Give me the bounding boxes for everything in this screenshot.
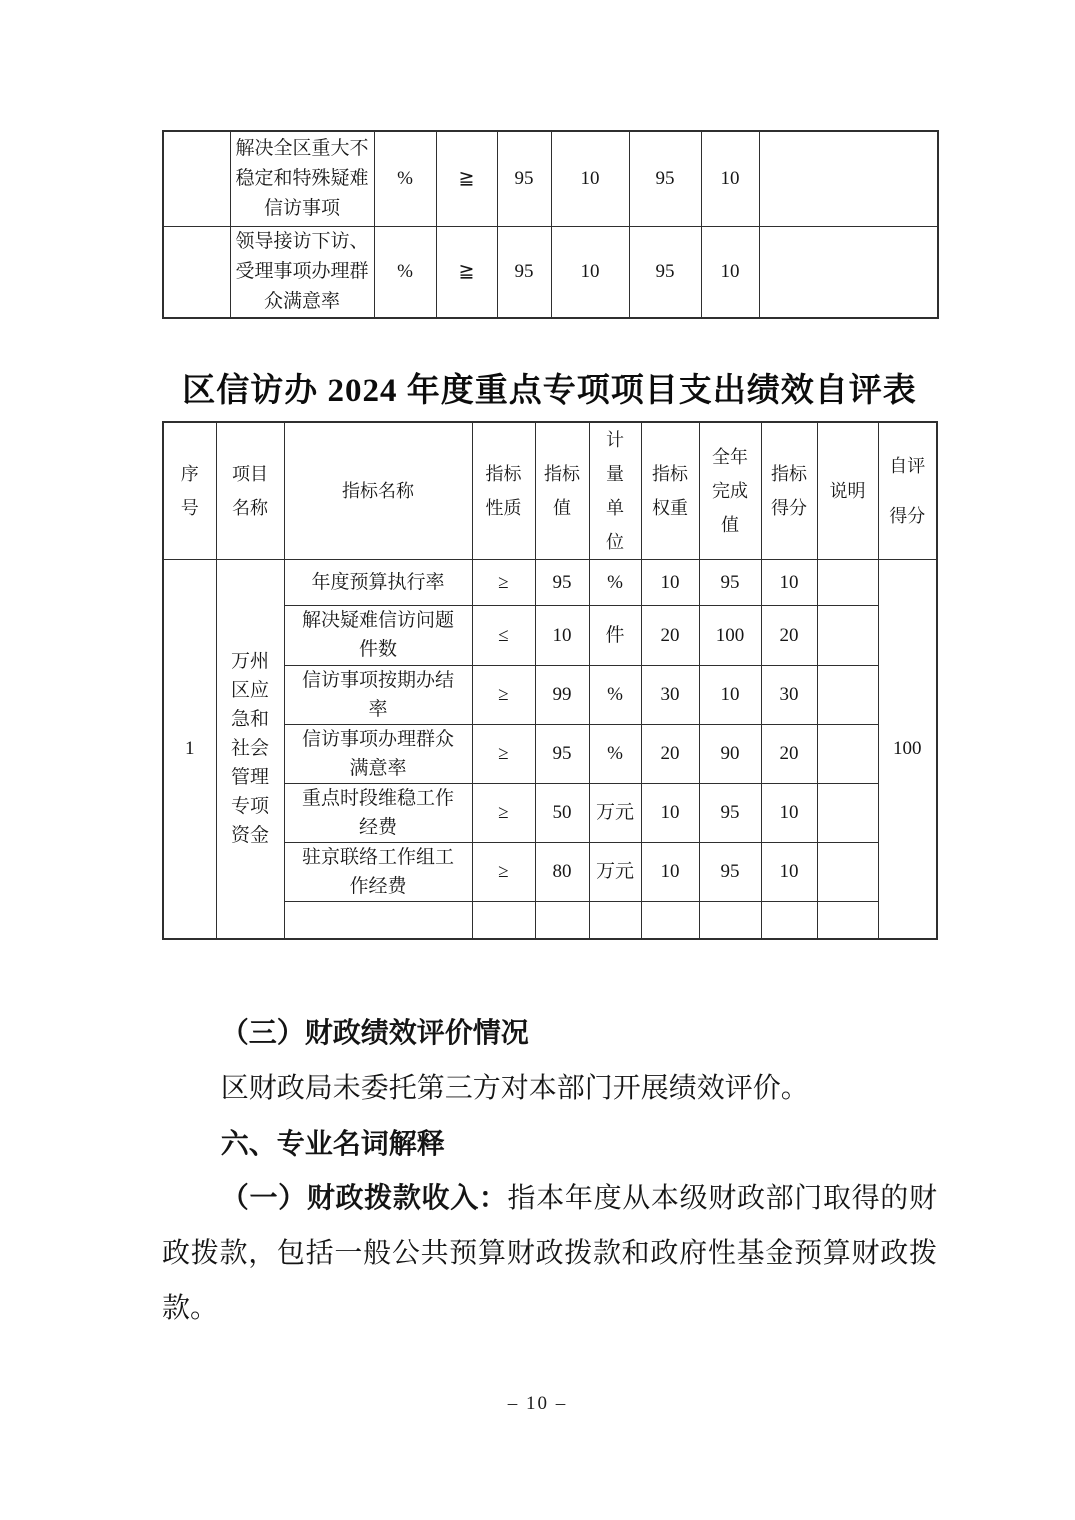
- cell-weight: 10: [641, 842, 699, 901]
- cell-indicator-name: 年度预算执行率: [284, 559, 472, 605]
- cell-note: [817, 665, 878, 724]
- cell-target-value: 95: [497, 226, 551, 318]
- cell-weight: [641, 901, 699, 939]
- cell-score: 20: [761, 605, 817, 665]
- cell-completion: 10: [699, 665, 761, 724]
- cell-completion: [699, 901, 761, 939]
- cell-nature: ≥: [472, 665, 535, 724]
- cell-serial: 1: [163, 559, 216, 939]
- cell-score: 10: [701, 226, 759, 318]
- cell-note: [817, 724, 878, 783]
- cell-unit: %: [589, 559, 641, 605]
- cell-note: [817, 901, 878, 939]
- cell-score: 10: [701, 131, 759, 226]
- cell-note: [817, 605, 878, 665]
- cell-indicator-name: 解决疑难信访问题件数: [284, 605, 472, 665]
- cell-note: [817, 842, 878, 901]
- cell-weight: 30: [641, 665, 699, 724]
- cell-target-value: 50: [535, 783, 589, 842]
- cell-completion: 95: [699, 842, 761, 901]
- cell-completion: 100: [699, 605, 761, 665]
- cell-unit: %: [589, 665, 641, 724]
- cell-indicator-name: 信访事项按期办结率: [284, 665, 472, 724]
- cell-completion: 95: [629, 131, 701, 226]
- cell-target-value: 95: [535, 559, 589, 605]
- cell-indicator-name: [284, 901, 472, 939]
- cell-completion: 95: [699, 783, 761, 842]
- cell-weight: 10: [551, 131, 629, 226]
- cell-nature: ≤: [472, 605, 535, 665]
- cell-unit: %: [374, 226, 436, 318]
- header-target-value: 指标值: [535, 422, 589, 560]
- header-indicator-name: 指标名称: [284, 422, 472, 560]
- cell-nature: ≥: [472, 783, 535, 842]
- cell-score: [761, 901, 817, 939]
- header-score: 指标得分: [761, 422, 817, 560]
- table-row: [163, 226, 938, 318]
- cell-weight: 10: [551, 226, 629, 318]
- cell-unit: %: [589, 724, 641, 783]
- cell-project-name: 万州区应急和社会管理专项资金: [216, 559, 284, 939]
- cell-completion: 90: [699, 724, 761, 783]
- table-row: [163, 131, 938, 226]
- section-heading-finance-eval: （三）财政绩效评价情况: [220, 1018, 529, 1049]
- continuation-indicator-table: [162, 130, 939, 319]
- text-sections: [162, 1006, 937, 1336]
- cell-weight: 10: [641, 559, 699, 605]
- header-self-score: 自评得分: [878, 422, 937, 560]
- cell-weight: 20: [641, 605, 699, 665]
- cell-note: [817, 783, 878, 842]
- cell-note: [759, 226, 938, 318]
- page-content: [162, 0, 937, 1336]
- header-unit: 计量单位: [589, 422, 641, 560]
- header-completion: 全年完成值: [699, 422, 761, 560]
- header-note: 说明: [817, 422, 878, 560]
- table-row: [163, 559, 937, 605]
- cell-nature: ≥: [472, 724, 535, 783]
- cell-nature: ≧: [436, 226, 497, 318]
- cell-score: 30: [761, 665, 817, 724]
- self-eval-table: [162, 421, 938, 941]
- cell-target-value: 10: [535, 605, 589, 665]
- cell-score: 10: [761, 559, 817, 605]
- cell-score: 10: [761, 842, 817, 901]
- cell-indicator-name: 信访事项办理群众满意率: [284, 724, 472, 783]
- paragraph-term-definition: [162, 1171, 937, 1336]
- cell-target-value: 80: [535, 842, 589, 901]
- cell-target-value: 95: [535, 724, 589, 783]
- cell-indicator-name: 领导接访下访、受理事项办理群众满意率: [230, 226, 374, 318]
- cell-nature: ≧: [436, 131, 497, 226]
- cell-weight: 10: [641, 783, 699, 842]
- cell-indicator-name: 驻京联络工作组工作经费: [284, 842, 472, 901]
- cell-note: [817, 559, 878, 605]
- cell-serial-empty: [163, 131, 230, 226]
- cell-score: 20: [761, 724, 817, 783]
- cell-indicator-name: 重点时段维稳工作经费: [284, 783, 472, 842]
- cell-nature: ≥: [472, 559, 535, 605]
- cell-score: 10: [761, 783, 817, 842]
- cell-serial-empty: [163, 226, 230, 318]
- term-text: 指本年度从本级财政部门取得的财政拨款，包括一般公共预算财政拨款和政府性基金预算财政拨款。: [162, 1183, 937, 1324]
- header-nature: 指标性质: [472, 422, 535, 560]
- cell-indicator-name: 解决全区重大不稳定和特殊疑难信访事项: [230, 131, 374, 226]
- cell-unit: 万元: [589, 783, 641, 842]
- cell-completion: 95: [629, 226, 701, 318]
- header-weight: 指标权重: [641, 422, 699, 560]
- cell-self-score: 100: [878, 559, 937, 939]
- cell-target-value: 99: [535, 665, 589, 724]
- cell-target-value: [535, 901, 589, 939]
- cell-unit: 件: [589, 605, 641, 665]
- page-number: – 10 –: [507, 1393, 568, 1414]
- header-serial: 序号: [163, 422, 216, 560]
- table-title: 区信访办 2024 年度重点专项项目支出绩效自评表: [182, 372, 917, 409]
- cell-nature: ≥: [472, 842, 535, 901]
- cell-completion: 95: [699, 559, 761, 605]
- cell-target-value: 95: [497, 131, 551, 226]
- cell-unit: [589, 901, 641, 939]
- paragraph-finance-eval: 区财政局未委托第三方对本部门开展绩效评价。: [220, 1073, 809, 1104]
- cell-note: [759, 131, 938, 226]
- section-heading-terms: 六、专业名词解释: [220, 1128, 445, 1159]
- header-row: [163, 422, 937, 560]
- cell-weight: 20: [641, 724, 699, 783]
- term-label: （一）财政拨款收入：: [220, 1183, 508, 1214]
- cell-unit: 万元: [589, 842, 641, 901]
- header-project-name: 项目名称: [216, 422, 284, 560]
- cell-nature: [472, 901, 535, 939]
- cell-unit: %: [374, 131, 436, 226]
